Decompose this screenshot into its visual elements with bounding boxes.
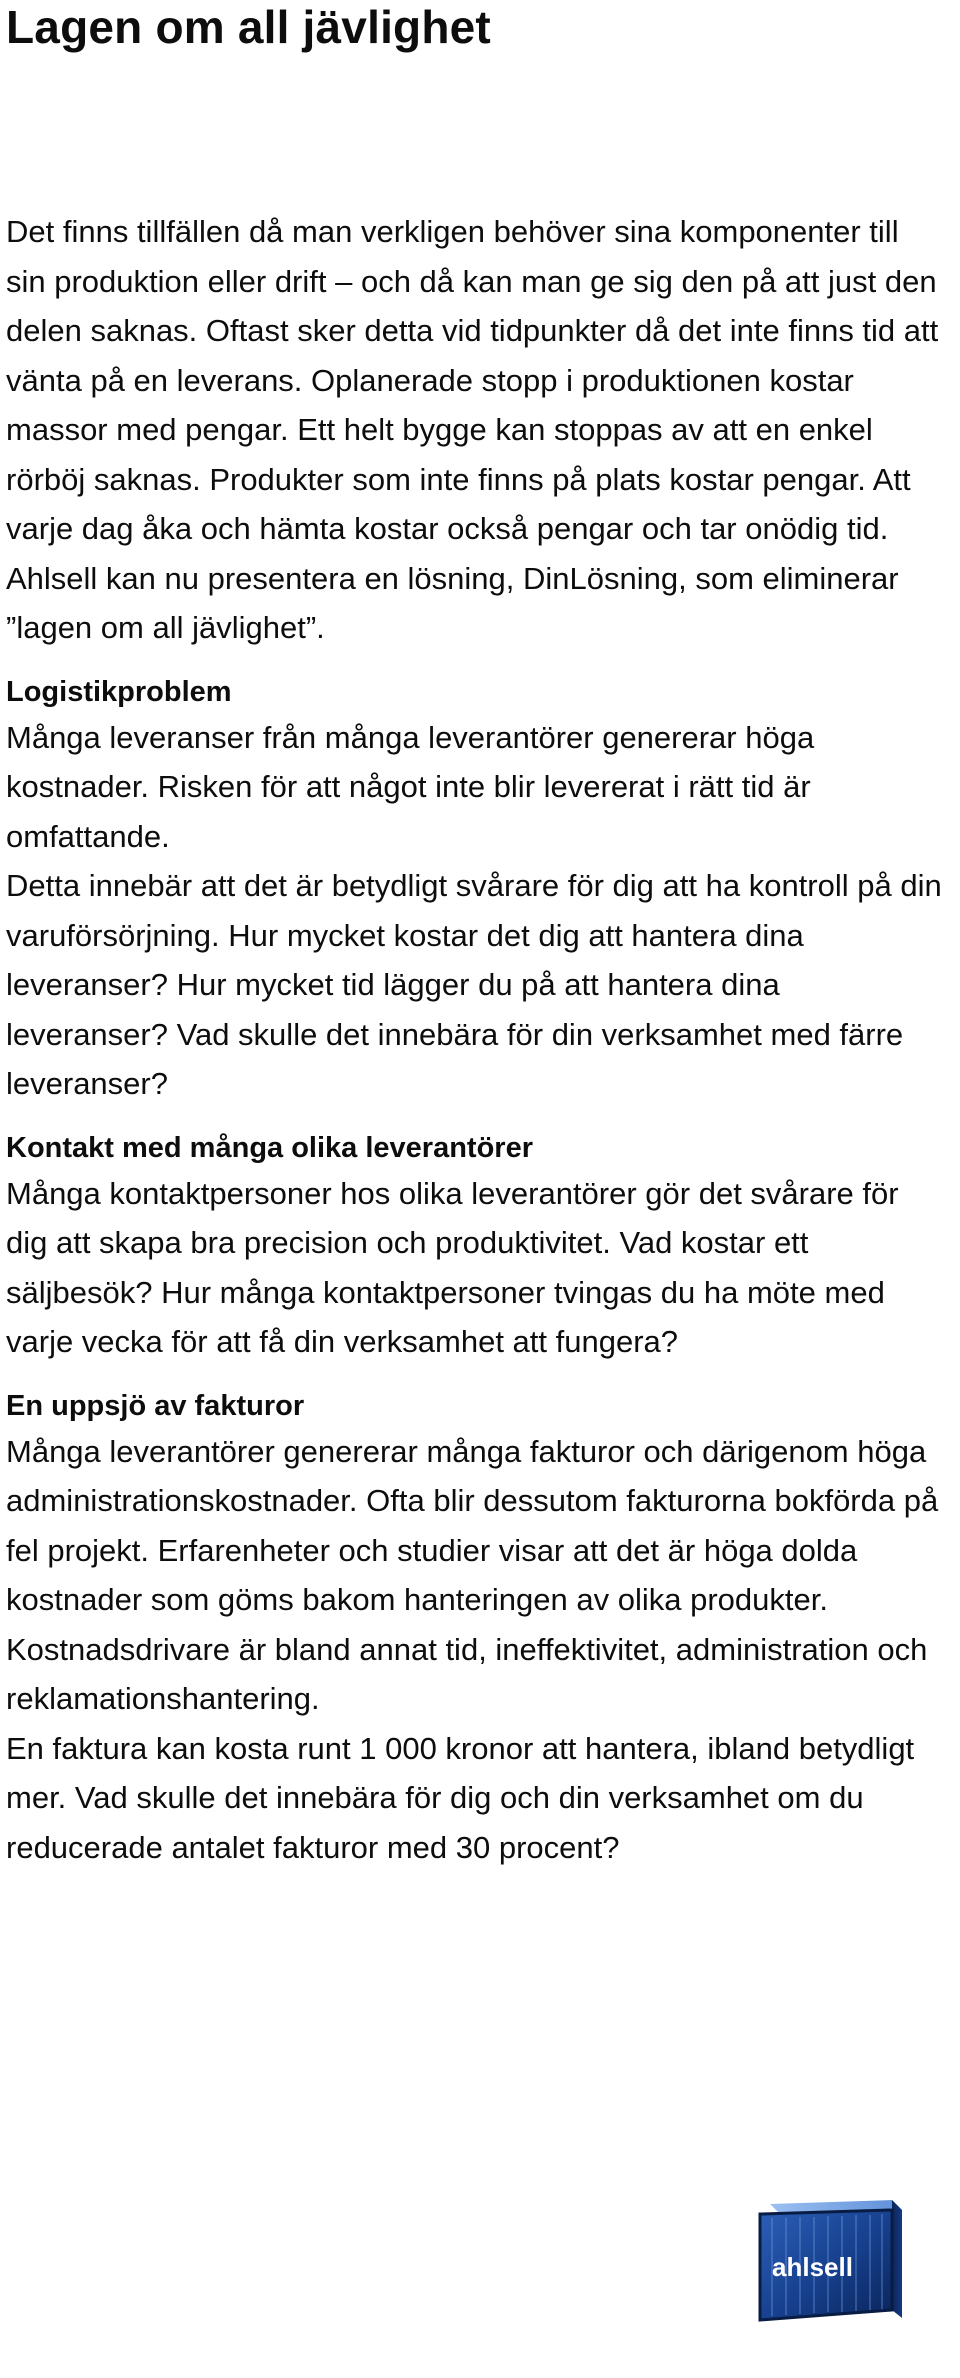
section-fakturor [6,1385,946,1873]
section-paragraph: Många leveranser från många leverantörer genererar höga kostnader. Risken för att något inte blir levererat i rätt tid är omfattande. [6,719,815,854]
document [6,0,946,1872]
page-title: Lagen om all jävlighet [6,1,491,53]
section-logistikproblem [6,671,946,1109]
section-paragraph: Många leverantörer genererar många fakturor och därigenom höga administrationskostnader. Ofta blir dessutom fakturorna bokförda på fel projekt. Erfarenheter och studier visar att det är höga dolda kostnader som göms bakom hanteringen av olika produkter. Kostnadsdrivare är bland annat tid, ineffektivitet, administration och reklamationshantering. [6,1433,939,1716]
section-paragraph: Många kontaktpersoner hos olika leverantörer gör det svårare för dig att skapa bra precision och produktivitet. Vad kostar ett säljbesök? Hur många kontaktpersoner tvingas du ha möte med varje vecka för att få din verksamhet att fungera? [6,1175,899,1359]
intro-paragraph: Det finns tillfällen då man verkligen behöver sina komponenter till sin produktion eller drift – och då kan man ge sig den på att just den delen saknas. Oftast sker detta vid tidpunkter då det inte finns tid att vänta på en leverans. Oplanerade stopp i produktionen kostar massor med pengar. Ett helt bygge kan stoppas av att en enkel rörböj saknas. Produkter som inte finns på plats kostar pengar. Att varje dag åka och hämta kostar också pengar och tar onödig tid. Ahlsell kan nu presentera en lösning, DinLösning, som eliminerar ”lagen om all jävlighet”. [6,214,939,645]
shipping-container-logo-icon [752,2196,910,2324]
section-heading: Kontakt med många olika leverantörer [6,1131,533,1164]
section-paragraph: Detta innebär att det är betydligt svårare för dig att ha kontroll på din varuförsörjning. Hur mycket kostar det dig att hantera dina leveranser? Hur mycket tid lägger du på att hantera dina leveranser? Vad skulle det innebära för din verksamhet med färre leveranser? [6,868,942,1101]
section-heading: En uppsjö av fakturor [6,1389,305,1422]
section-paragraph: En faktura kan kosta runt 1 000 kronor att hantera, ibland betydligt mer. Vad skulle det innebära för dig och din verksamhet om du reducerade antalet fakturor med 30 procent? [6,1730,915,1865]
logo-text: ahlsell [772,2252,853,2282]
ahlsell-container-logo [752,2196,910,2324]
section-kontakt [6,1127,946,1367]
section-heading: Logistikproblem [6,675,232,708]
